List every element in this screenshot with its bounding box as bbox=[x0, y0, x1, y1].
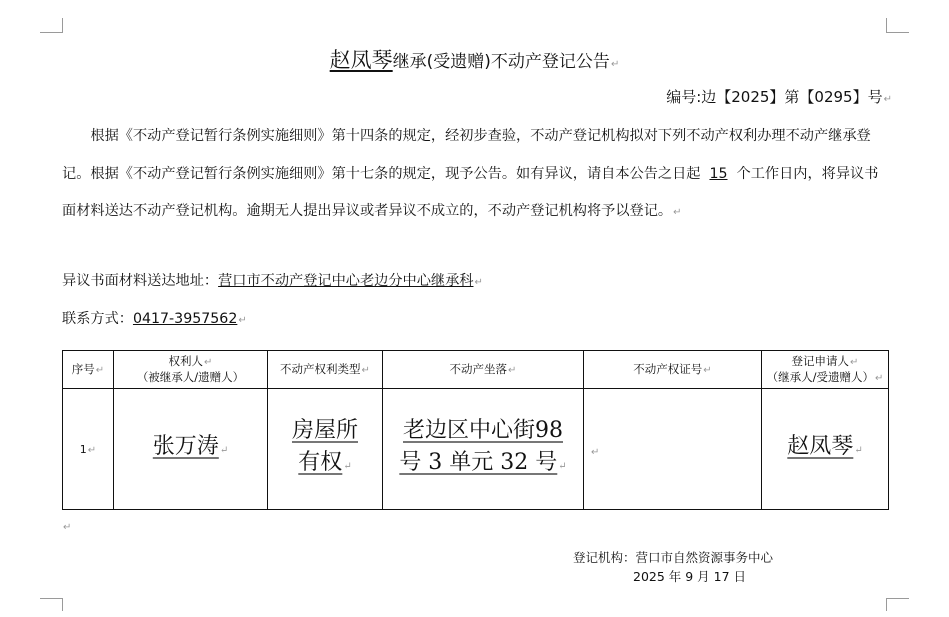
header-right-holder[interactable]: 权利人↵ （被继承人/遗赠人） bbox=[114, 351, 268, 389]
table-row bbox=[63, 389, 889, 510]
registration-organization[interactable]: 登记机构：营口市自然资源事务中心 bbox=[573, 550, 774, 565]
contact-label: 联系方式： bbox=[62, 311, 133, 327]
notice-date[interactable]: 2025 年 9 月 17 日 bbox=[633, 569, 747, 584]
cell-right-type[interactable]: 房屋所 有权↵ bbox=[268, 389, 383, 510]
page-corner-mark bbox=[886, 598, 909, 611]
header-right-type[interactable]: 不动产权利类型↵ bbox=[268, 351, 383, 389]
title-applicant-name[interactable]: 赵凤琴 bbox=[329, 48, 393, 72]
page-corner-mark bbox=[886, 18, 909, 33]
cell-cert-number[interactable]: ↵ bbox=[584, 389, 762, 510]
table-header-row bbox=[63, 351, 889, 389]
cell-right-holder[interactable]: 张万涛↵ bbox=[114, 389, 268, 510]
contact-phone: 0417-3957562 bbox=[132, 311, 238, 327]
header-cert-number[interactable]: 不动产权证号↵ bbox=[584, 351, 762, 389]
document-number[interactable]: 编号:边【2025】第【0295】号↵ bbox=[666, 88, 892, 106]
header-location[interactable]: 不动产坐落↵ bbox=[383, 351, 584, 389]
contact-info[interactable]: 联系方式：0417-3957562↵ bbox=[62, 311, 247, 327]
document-title: 赵凤琴继承(受遗赠)不动产登记公告↵ bbox=[329, 48, 620, 72]
header-seq[interactable]: 序号↵ bbox=[63, 351, 114, 389]
paragraph-mark: ↵ bbox=[63, 522, 72, 533]
title-text[interactable]: 继承(受遗赠)不动产登记公告 bbox=[392, 52, 610, 72]
cell-seq[interactable]: 1↵ bbox=[63, 389, 114, 510]
cell-location[interactable]: 老边区中心街98 号 3 单元 32 号↵ bbox=[383, 389, 584, 510]
cell-applicant[interactable]: 赵凤琴↵ bbox=[762, 389, 889, 510]
address-value: 营口市不动产登记中心老边分中心继承科 bbox=[218, 273, 474, 289]
header-applicant[interactable]: 登记申请人↵ （继承人/受遗赠人）↵ bbox=[762, 351, 889, 389]
objection-days: 15 bbox=[709, 165, 728, 182]
notice-body-paragraph[interactable]: 根据《不动产登记暂行条例实施细则》第十四条的规定，经初步查验，不动产登记机构拟对下列不动产权利办理不动产继承登记。根据《不动产登记暂行条例实施细则》第十七条的规定，现予公告。如有异议，请自本公告之日起 15 个工作日内，将异议书面材料送达不动产登记机构。逾期无人提出异议或者异议不成立的，不动产登记机构将予以登记。↵ bbox=[62, 128, 879, 219]
notice-body-part2: 个工作日内，将异议书面材料送达不动产登记机构。逾期无人提出异议或者异议不成立的，不动产登记机构将予以登记。 bbox=[62, 165, 879, 219]
objection-address[interactable]: 异议书面材料送达地址：营口市不动产登记中心老边分中心继承科↵ bbox=[62, 273, 483, 289]
notice-body-part1: 根据《不动产登记暂行条例实施细则》第十四条的规定，经初步查验，不动产登记机构拟对下列不动产权利办理不动产继承登记。根据《不动产登记暂行条例实施细则》第十七条的规定，现予公告。如有异议，请自本公告之日起 bbox=[62, 128, 871, 182]
address-label: 异议书面材料送达地址： bbox=[62, 273, 219, 289]
page-corner-mark bbox=[40, 18, 63, 33]
property-table bbox=[62, 350, 889, 510]
page-corner-mark bbox=[40, 598, 63, 611]
